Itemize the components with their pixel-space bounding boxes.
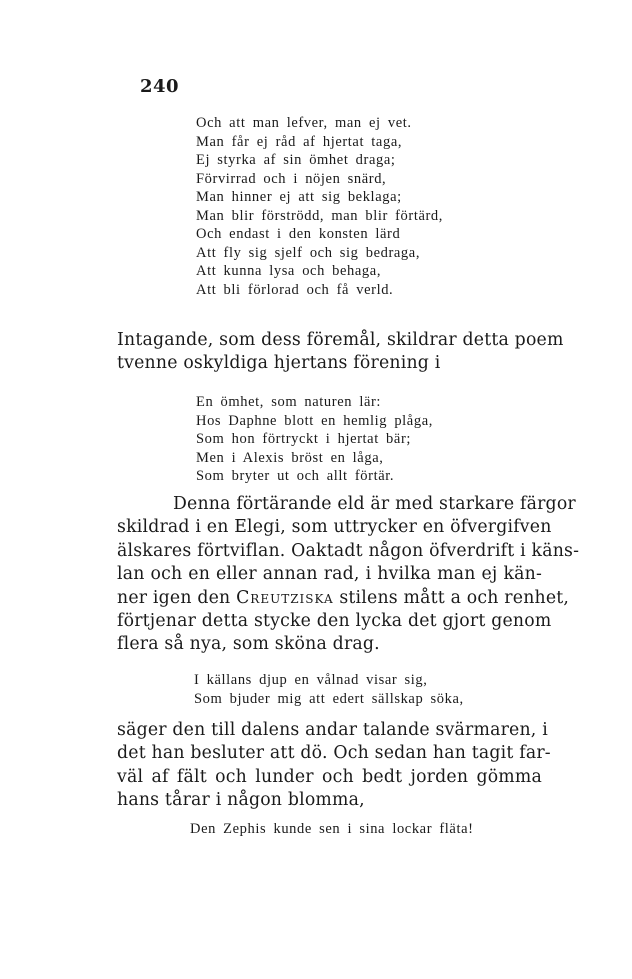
- prose-line: [117, 587, 570, 610]
- prose-line: hans tårar i någon blomma,: [117, 790, 365, 811]
- prose-line: säger den till dalens andar talande svärmaren, i: [117, 720, 548, 740]
- verse-line: Som hon förtryckt i hjertat bär;: [196, 431, 412, 447]
- verse-line: Att kunna lysa och behaga,: [196, 263, 382, 279]
- verse-line: Den Zephis kunde sen i sina lockar fläta!: [190, 821, 474, 837]
- verse-block-4: [190, 820, 474, 839]
- verse-line: Att bli förlorad och få verld.: [196, 281, 394, 298]
- prose-line: flera så nya, som sköna drag.: [117, 634, 380, 655]
- prose-line: det han besluter att dö. Och sedan han tagit far-: [117, 743, 551, 764]
- prose-line: skildrad i en Elegi, som uttrycker en öfvergifven: [117, 517, 552, 538]
- verse-line: Och att man lefver, man ej vet.: [196, 115, 412, 131]
- page-number: 240: [140, 76, 180, 97]
- verse-line: Man blir förströdd, man blir förtärd,: [196, 207, 443, 224]
- verse-block-3: [194, 671, 464, 708]
- verse-line: Men i Alexis bröst en låga,: [196, 449, 384, 466]
- prose-line: älskares förtviflan. Oaktadt någon öfverdrift i käns-: [117, 540, 580, 561]
- prose-line: tvenne oskyldiga hjertans förening i: [117, 353, 441, 374]
- verse-line: Man får ej råd af hjertat taga,: [196, 133, 403, 150]
- prose-line: Intagande, som dess föremål, skildrar detta poem: [117, 330, 564, 350]
- prose-paragraph-1: [117, 329, 564, 376]
- verse-line: Att fly sig sjelf och sig bedraga,: [196, 244, 421, 261]
- verse-line: Förvirrad och i nöjen snärd,: [196, 170, 387, 187]
- prose-paragraph-3: [117, 719, 551, 813]
- prose-paragraph-2: [117, 493, 580, 657]
- verse-line: Som bryter ut och allt förtär.: [196, 468, 395, 484]
- verse-line: Hos Daphne blott en hemlig plåga,: [196, 412, 433, 429]
- prose-line: Denna förtärande eld är med starkare färgor: [173, 494, 576, 514]
- prose-line: lan och en eller annan rad, i hvilka man ej kän-: [117, 564, 542, 585]
- prose-text: stilens mått a och renhet,: [333, 587, 570, 608]
- author-name-smallcaps: Creutziska: [236, 587, 334, 608]
- prose-line: väl af fält och lunder och bedt jorden gömma: [117, 766, 542, 787]
- prose-line: förtjenar detta stycke den lycka det gjort genom: [117, 610, 552, 631]
- verse-line: Man hinner ej att sig beklaga;: [196, 189, 402, 205]
- verse-line: En ömhet, som naturen lär:: [196, 394, 382, 410]
- verse-line: Och endast i den konsten lärd: [196, 226, 401, 242]
- prose-text: ner igen den: [117, 587, 237, 608]
- verse-line: Som bjuder mig att edert sällskap söka,: [194, 690, 464, 707]
- verse-line: I källans djup en vålnad visar sig,: [194, 672, 428, 688]
- verse-block-1: [196, 114, 443, 299]
- verse-block-2: [196, 393, 433, 486]
- verse-line: Ej styrka af sin ömhet draga;: [196, 152, 396, 168]
